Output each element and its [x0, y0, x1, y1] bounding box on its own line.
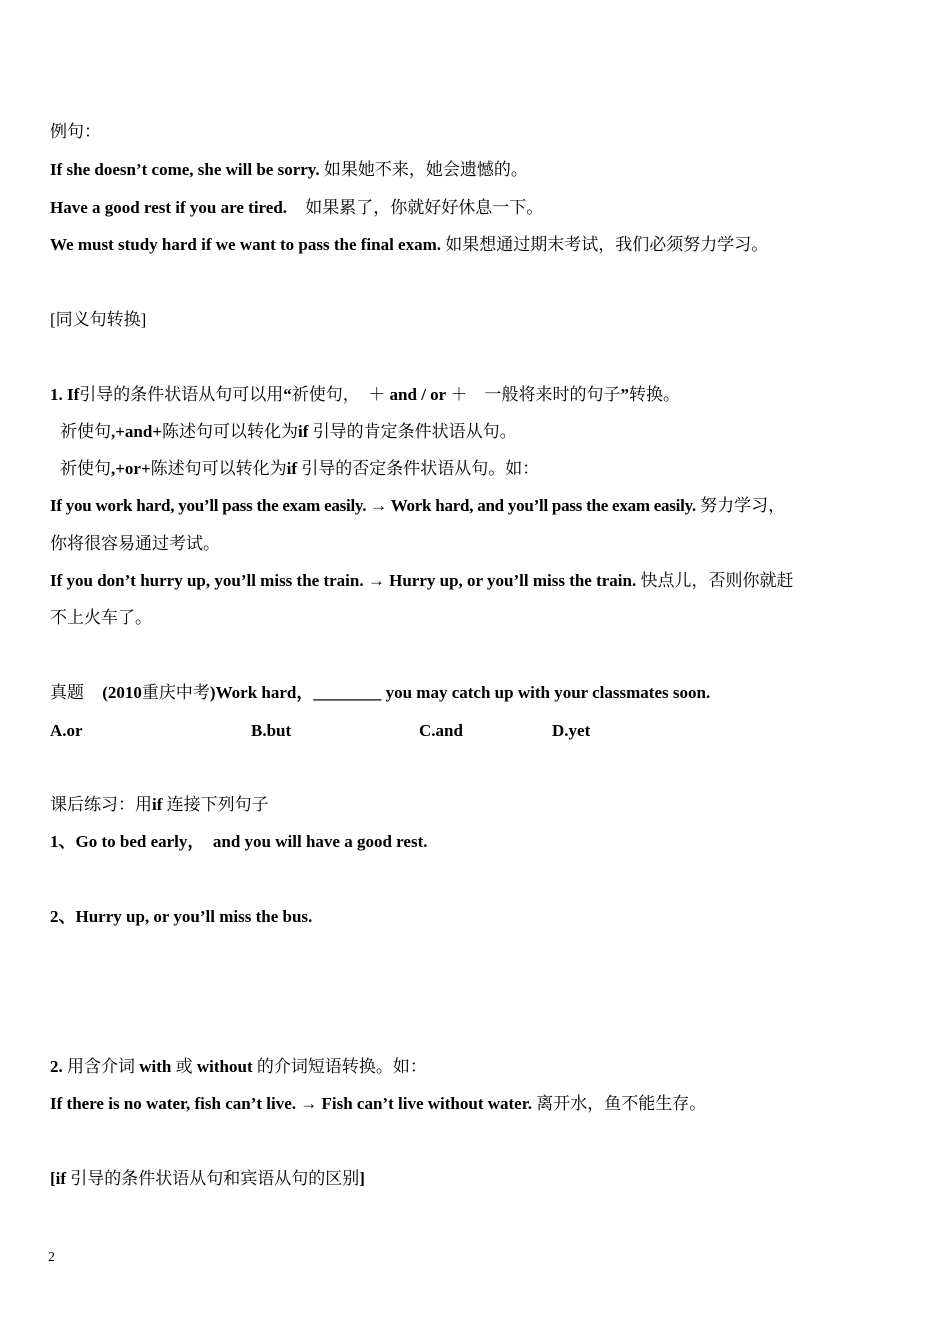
synonym-heading: [同义句转换]: [50, 310, 147, 329]
rule-2-example-chinese: 离开水，鱼不能生存。: [536, 1094, 707, 1113]
example-2-chinese: 如果累了，你就好好休息一下。: [305, 198, 544, 217]
option-c: C.and: [419, 721, 463, 740]
rule-1-example-2-chinese-a: 快点儿，否则你就赶: [640, 571, 794, 590]
example-3-chinese: 如果想通过期末考试，我们必须努力学习。: [445, 235, 769, 254]
rule-1-example-2-english: If you don’t hurry up, you’ll miss the train. → Hurry up, or you’ll miss the train.: [50, 571, 637, 590]
rule-1-example-1-english: If you work hard, you’ll pass the exam easily. → Work hard, and you’ll pass the exam easily.: [50, 496, 696, 515]
rule-1-example-1-continued: 你将很容易通过考试。: [50, 534, 220, 553]
practice-item-2: 2、Hurry up, or you’ll miss the bus.: [50, 907, 313, 926]
page-number: 2: [48, 1250, 55, 1265]
exam-label: 真题: [50, 683, 84, 702]
example-sentence-2: [50, 197, 543, 219]
rule-1-title: 1. If引导的条件状语从句可以用“祈使句， ＋ and / or ＋ 一般将来时的句子”转换。: [50, 385, 680, 404]
difference-heading: [if 引导的条件状语从句和宾语从句的区别]: [50, 1169, 365, 1188]
practice-item-1: 1、Go to bed early， and you will have a good rest.: [50, 832, 428, 851]
rule-1-example-1-chinese-a: 努力学习，: [700, 496, 786, 515]
rule-2-example: [50, 1093, 706, 1115]
rule-2-example-english: If there is no water, fish can’t live. → Fish can’t live without water.: [50, 1094, 532, 1113]
example-2-english: Have a good rest if you are tired.: [50, 198, 288, 217]
exam-options: [50, 720, 650, 742]
rule-1-example-2: [50, 570, 793, 592]
exam-question: 真题 (2010重庆中考)Work hard，________ you may catch up with your classmates soon.: [50, 683, 711, 702]
rule-2-title: 2. 用含介词 with 或 without 的介词短语转换。如：: [50, 1057, 427, 1076]
option-d: D.yet: [552, 721, 591, 740]
example-sentence-3: [50, 234, 768, 256]
example-1-english: If she doesn’t come, she will be sorry.: [50, 160, 320, 179]
rule-1-example-1: [50, 495, 785, 517]
rule-1-example-2-continued: 不上火车了。: [50, 608, 152, 627]
examples-heading: 例句：: [50, 122, 101, 141]
option-b: B.but: [251, 721, 292, 740]
example-3-english: We must study hard if we want to pass the final exam.: [50, 235, 442, 254]
example-sentence-1: [50, 159, 528, 181]
rule-1-subpoint-and: 祈使句,+and+陈述句可以转化为if 引导的肯定条件状语从句。: [60, 422, 517, 441]
option-a: A.or: [50, 721, 83, 740]
practice-heading: 课后练习：用if 连接下列句子: [50, 795, 269, 814]
rule-1-subpoint-or: 祈使句,+or+陈述句可以转化为if 引导的否定条件状语从句。如：: [60, 459, 540, 478]
example-1-chinese: 如果她不来，她会遗憾的。: [323, 160, 528, 179]
